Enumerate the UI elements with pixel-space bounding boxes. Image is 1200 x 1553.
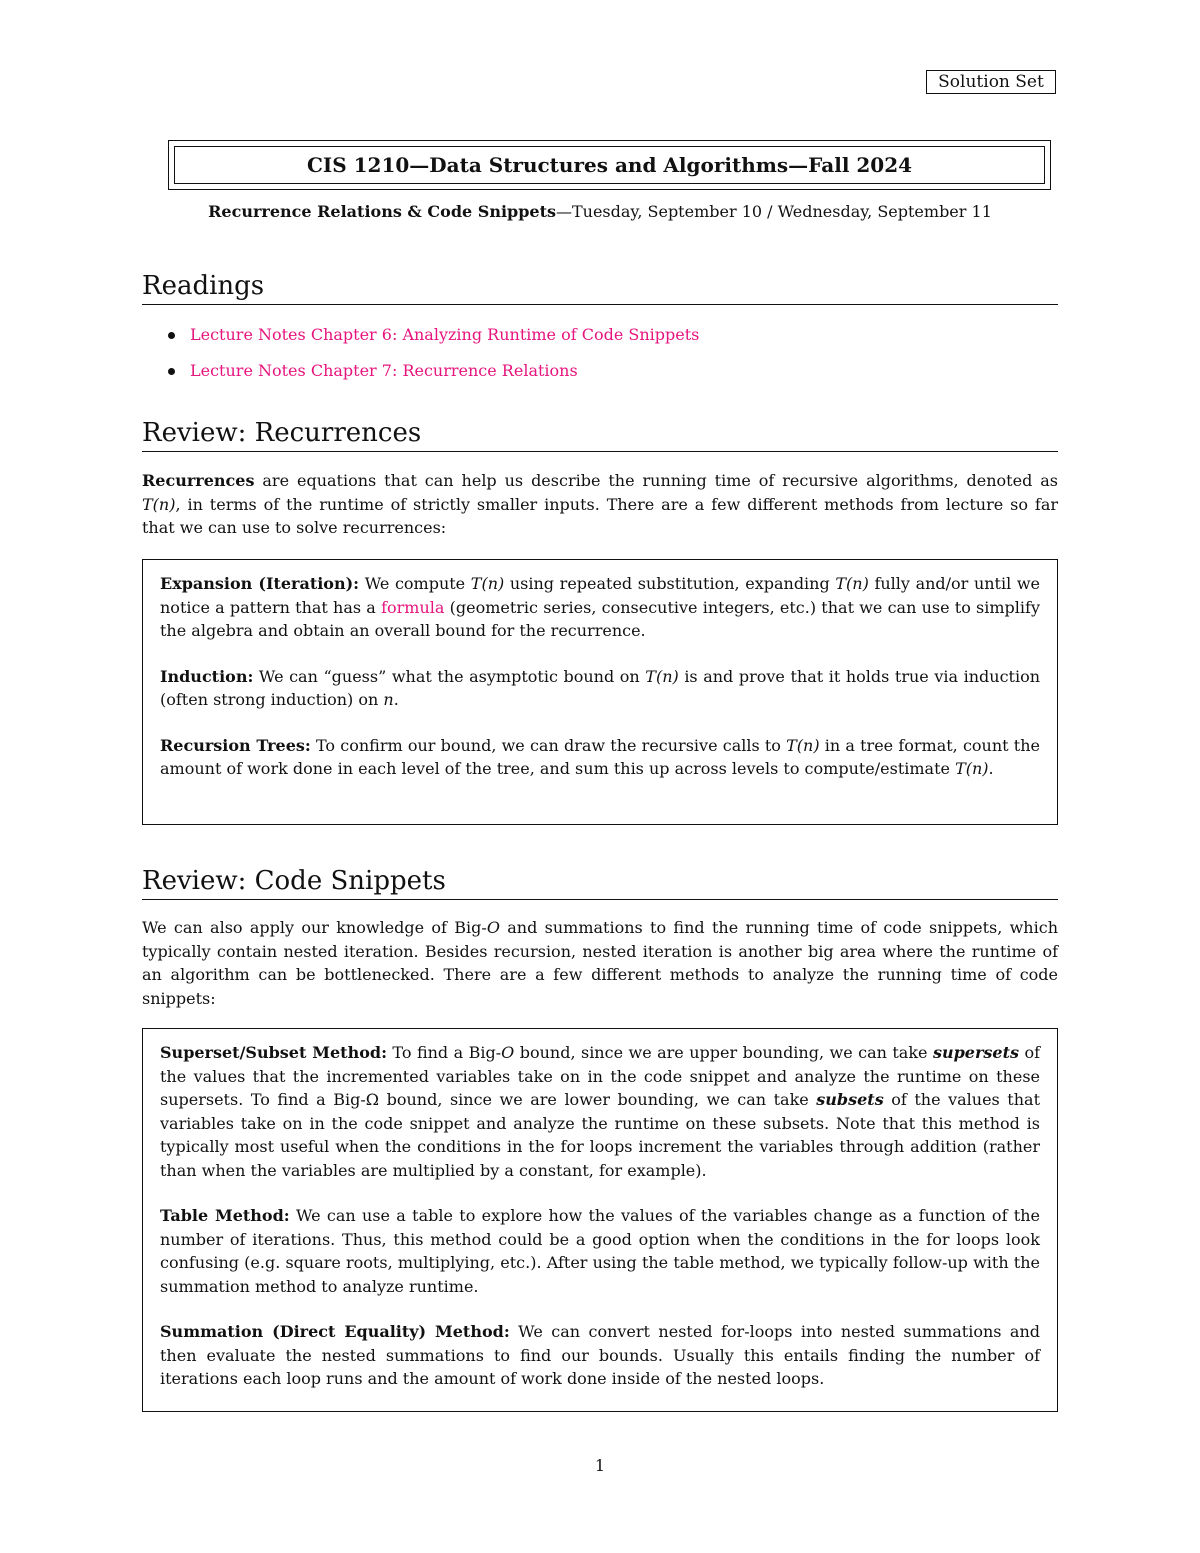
solution-set-tag: Solution Set	[926, 70, 1056, 94]
table-method	[160, 1204, 1040, 1298]
intro-text: are equations that can help us describe the running time of recursive algorithms, denoted as	[254, 471, 1058, 490]
intro-text: We can also apply our knowledge of Big-	[142, 918, 487, 937]
code-snippets-intro	[142, 916, 1058, 1010]
method-text: is and prove that it holds true via induction (often strong induction) on	[160, 666, 1041, 709]
method-text: using repeated substitution, expanding	[504, 574, 836, 593]
method-label: Table Method:	[160, 1206, 290, 1225]
recurrences-term: Recurrences	[142, 471, 255, 490]
summation-method	[160, 1320, 1040, 1391]
subtitle-dates: —Tuesday, September 10 / Wednesday, September 11	[555, 202, 992, 221]
method-text: in a tree format, count the amount of work done in each level of the tree, and sum this up across levels to compute/estimate	[160, 735, 1040, 778]
code-snippets-heading: Review: Code Snippets	[142, 864, 1058, 900]
readings-heading: Readings	[142, 269, 1058, 305]
formula-link[interactable]: formula	[381, 597, 445, 617]
expansion-method	[160, 572, 1040, 643]
math-expression: T(n)	[955, 759, 989, 778]
list-item	[168, 360, 1048, 396]
course-title: CIS 1210—Data Structures and Algorithms—Fall 2024	[174, 146, 1045, 184]
superset-subset-method	[160, 1041, 1040, 1182]
math-expression: O	[501, 1043, 515, 1062]
math-expression: T(n)	[835, 574, 869, 593]
method-text: We compute	[359, 574, 471, 593]
emphasized-term: supersets	[932, 1043, 1019, 1062]
method-text: We can “guess” what the asymptotic bound on	[253, 666, 646, 686]
math-expression: Ω	[365, 1090, 380, 1109]
method-text: of the values that variables take on in the code snippet and analyze the runtime on these subsets. Note that this method is typically most useful when the conditions in the for loops increment the variables through addition (rather than when the variables are multiplied by a constant, for example).	[160, 1090, 1040, 1180]
recursion-trees-method	[160, 734, 1040, 781]
method-text: .	[393, 690, 399, 709]
code-snippet-methods-box	[142, 1028, 1058, 1412]
method-label: Summation (Direct Equality) Method:	[160, 1322, 510, 1341]
method-label: Induction:	[160, 666, 254, 686]
method-text: bound, since we are upper bounding, we can take	[514, 1043, 933, 1062]
recurrence-methods-box	[142, 559, 1058, 825]
reading-link-chapter-7[interactable]: Lecture Notes Chapter 7: Recurrence Relations	[190, 361, 578, 380]
bullet-icon	[168, 332, 175, 339]
readings-list	[168, 324, 1048, 396]
math-expression: T(n)	[645, 666, 679, 686]
method-text: (geometric series, consecutive integers, etc.) that we can use to simplify the algebra and obtain an overall bound for the recurrence.	[160, 597, 1040, 640]
method-text: To confirm our bound, we can draw the recursive calls to	[310, 735, 787, 755]
method-text: of the values that the incremented variables take on in the code snippet and analyze the runtime on these supersets. To find a Big-	[160, 1043, 1041, 1109]
math-expression: T(n)	[786, 735, 820, 755]
induction-method	[160, 665, 1040, 712]
subtitle-topic: Recurrence Relations & Code Snippets	[208, 202, 556, 221]
bullet-icon	[168, 368, 175, 375]
page-number: 1	[594, 1456, 606, 1475]
intro-text: and summations to find the running time of code snippets, which typically contain nested iteration. Besides recursion, nested iteration is another big area where the runtime of an algorithm can be bottlenecked. There are a few different methods to analyze the running time of code snippets:	[142, 918, 1058, 1008]
method-text: fully and/or until we notice a pattern that has a	[160, 574, 1041, 617]
method-label: Superset/Subset Method:	[160, 1043, 387, 1062]
intro-text: , in terms of the runtime of strictly smaller inputs. There are a few different methods from lecture so far that we can use to solve recurrences:	[142, 494, 1058, 537]
method-label: Expansion (Iteration):	[160, 574, 360, 593]
recurrences-heading: Review: Recurrences	[142, 416, 1058, 452]
recurrences-intro	[142, 469, 1058, 540]
math-expression: T(n)	[142, 494, 176, 514]
math-expression: T(n)	[470, 574, 505, 593]
method-text: We can use a table to explore how the values of the variables change as a function of the number of iterations. Thus, this method could be a good option when the conditions in the for loops look confusing (e.g. square roots, multiplying, etc.). After using the table method, we typically follow-up with the summation method to analyze runtime.	[160, 1206, 1041, 1296]
method-text: .	[988, 759, 994, 778]
reading-link-chapter-6[interactable]: Lecture Notes Chapter 6: Analyzing Runtime of Code Snippets	[190, 325, 700, 344]
method-text: We can convert nested for-loops into nested summations and then evaluate the nested summations to find our bounds. Usually this entails finding the number of iterations each loop runs and the amount of work done inside of the nested loops.	[160, 1322, 1041, 1388]
math-expression: n	[383, 690, 394, 709]
math-expression: O	[486, 918, 500, 937]
method-text: To find a Big-	[386, 1043, 502, 1062]
method-text: bound, since we are lower bounding, we can take	[379, 1090, 817, 1109]
method-label: Recursion Trees:	[160, 735, 311, 755]
document-subtitle	[142, 200, 1058, 224]
list-item	[168, 324, 1048, 360]
course-title-box	[168, 140, 1051, 190]
emphasized-term: subsets	[816, 1090, 884, 1109]
